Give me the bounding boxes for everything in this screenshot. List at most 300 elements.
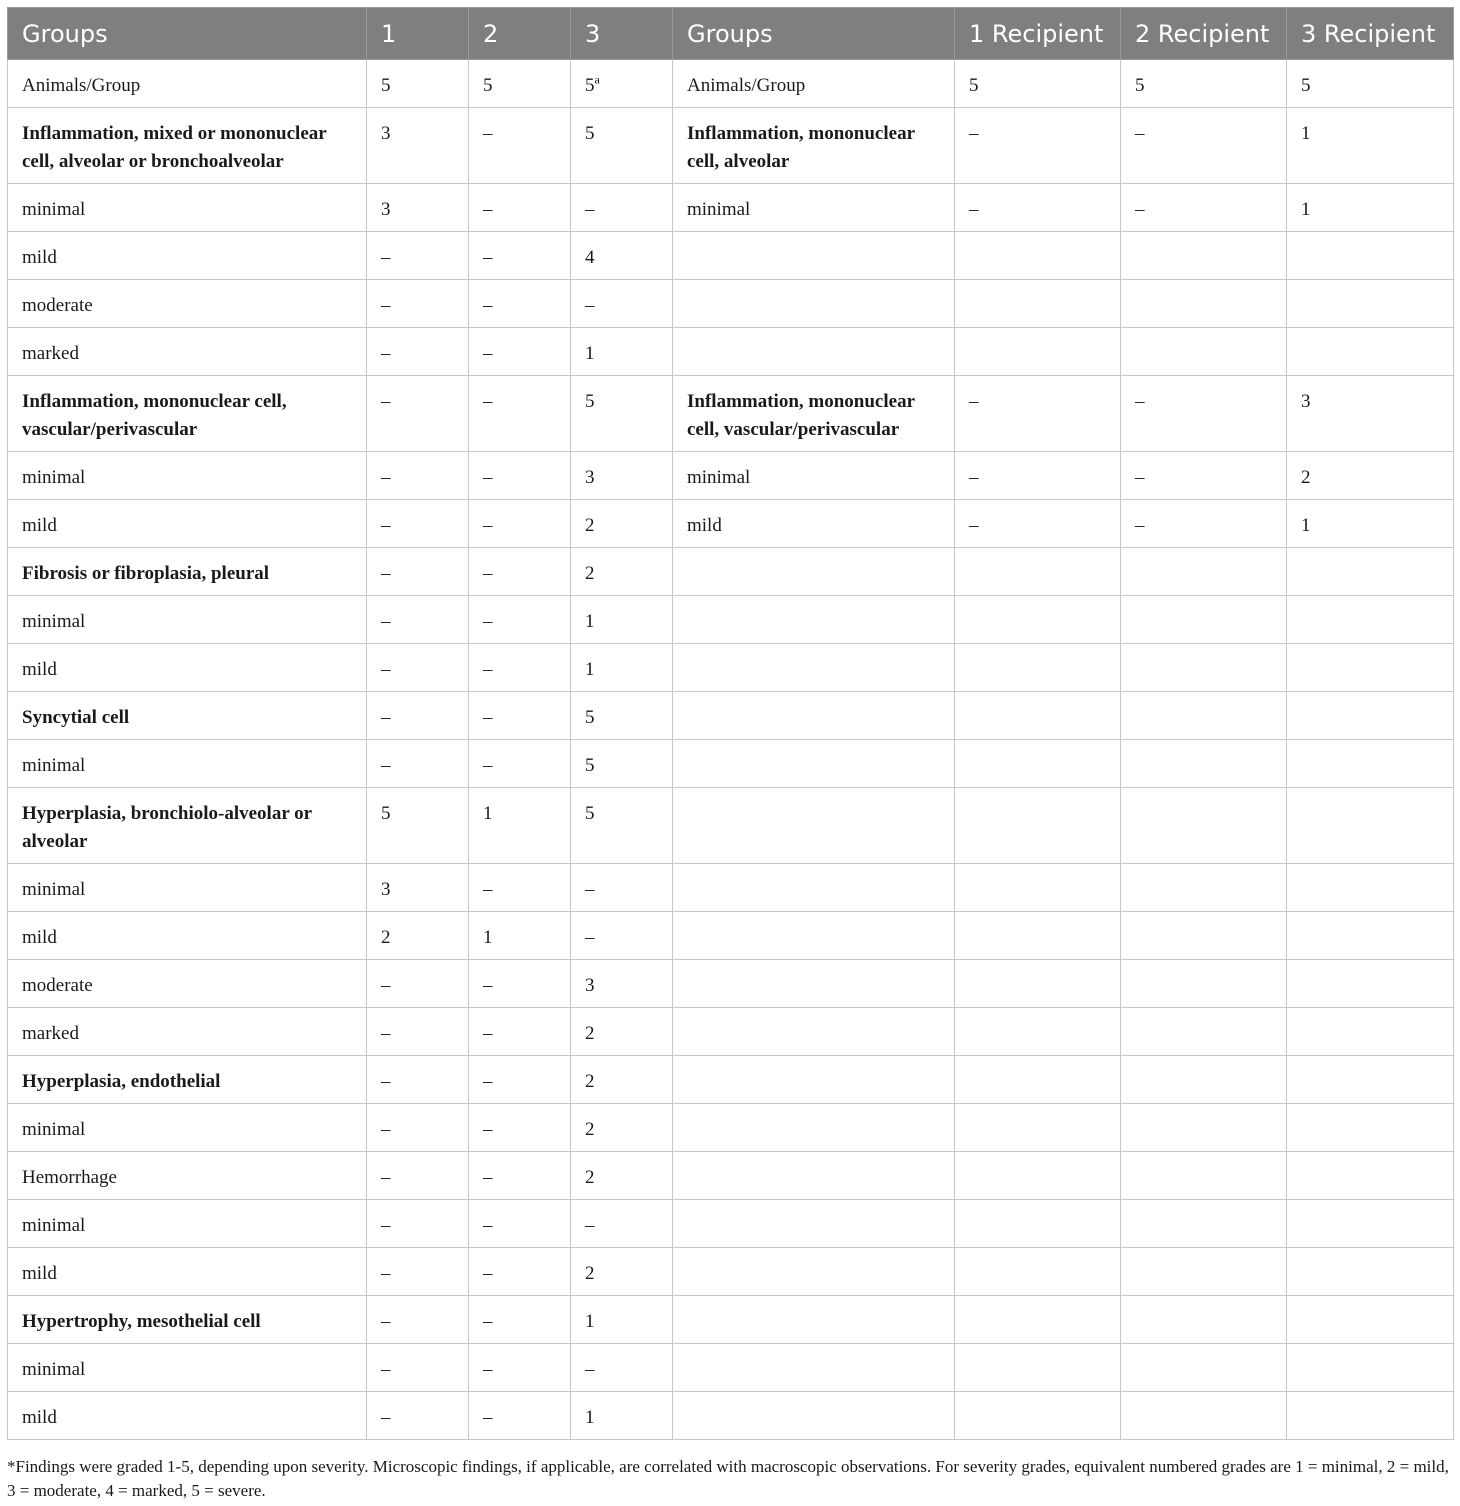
header-1-recipient: 1 Recipient	[955, 8, 1121, 60]
group-1-value	[367, 1296, 469, 1344]
finding-left	[8, 1152, 367, 1200]
recipient-3-value	[1287, 500, 1454, 548]
group-2-value	[469, 1152, 571, 1200]
group-2-value	[469, 328, 571, 376]
finding-left	[8, 1200, 367, 1248]
recipient-2-value	[1121, 1392, 1287, 1440]
group-1-value	[367, 1104, 469, 1152]
recipient-1-value	[955, 60, 1121, 108]
cell-text: Fibrosis or fibroplasia, pleural	[22, 563, 270, 584]
group-1-value	[367, 184, 469, 232]
recipient-3-value	[1287, 596, 1454, 644]
group-3-value	[571, 1200, 673, 1248]
cell-text: –	[969, 123, 979, 144]
recipient-3-value	[1287, 740, 1454, 788]
group-2-value	[469, 1296, 571, 1344]
finding-left	[8, 740, 367, 788]
group-2-value	[469, 1008, 571, 1056]
cell-text: –	[483, 1071, 493, 1092]
cell-text: 1	[483, 927, 493, 948]
cell-text: Animals/Group	[22, 75, 141, 96]
group-3-value	[571, 108, 673, 184]
cell-text: –	[381, 563, 391, 584]
group-1-value	[367, 1200, 469, 1248]
group-2-value	[469, 1248, 571, 1296]
table-row	[8, 1344, 1454, 1392]
table-row	[8, 1248, 1454, 1296]
group-2-value	[469, 108, 571, 184]
finding-right	[673, 1344, 955, 1392]
group-3-value	[571, 912, 673, 960]
cell-text: 5	[969, 75, 979, 96]
group-3-value	[571, 328, 673, 376]
cell-text: –	[483, 123, 493, 144]
table-row	[8, 60, 1454, 108]
cell-text: –	[483, 707, 493, 728]
cell-text: 5	[483, 75, 493, 96]
recipient-3-value	[1287, 692, 1454, 740]
table-row	[8, 1296, 1454, 1344]
recipient-1-value	[955, 1296, 1121, 1344]
group-1-value	[367, 1152, 469, 1200]
cell-text: 1	[585, 343, 595, 364]
cell-text: 1	[585, 611, 595, 632]
recipient-3-value	[1287, 960, 1454, 1008]
recipient-1-value	[955, 864, 1121, 912]
finding-left	[8, 864, 367, 912]
group-2-value	[469, 596, 571, 644]
group-2-value	[469, 452, 571, 500]
cell-text: –	[483, 1215, 493, 1236]
cell-text: –	[585, 927, 595, 948]
cell-text: –	[483, 295, 493, 316]
finding-right	[673, 1104, 955, 1152]
recipient-2-value	[1121, 1248, 1287, 1296]
histopathology-table-container	[7, 7, 1453, 1440]
table-row	[8, 1008, 1454, 1056]
cell-text: 1	[585, 659, 595, 680]
cell-text: –	[969, 515, 979, 536]
header-2-recipient: 2 Recipient	[1121, 8, 1287, 60]
table-row	[8, 1200, 1454, 1248]
finding-right	[673, 1248, 955, 1296]
cell-text: –	[483, 1407, 493, 1428]
cell-text: 3	[381, 199, 391, 220]
group-3-value	[571, 184, 673, 232]
finding-right	[673, 692, 955, 740]
cell-text: minimal	[22, 1215, 86, 1236]
finding-right	[673, 232, 955, 280]
cell-text: –	[483, 879, 493, 900]
recipient-2-value	[1121, 1344, 1287, 1392]
cell-text: Hypertrophy, mesothelial cell	[22, 1311, 261, 1332]
finding-left	[8, 452, 367, 500]
recipient-1-value	[955, 960, 1121, 1008]
recipient-1-value	[955, 280, 1121, 328]
finding-left	[8, 60, 367, 108]
table-row	[8, 692, 1454, 740]
cell-text: –	[1135, 515, 1145, 536]
cell-text: minimal	[22, 611, 86, 632]
group-1-value	[367, 280, 469, 328]
cell-text: 5	[381, 803, 391, 824]
group-3-value	[571, 1344, 673, 1392]
cell-text: –	[381, 391, 391, 412]
finding-right	[673, 1296, 955, 1344]
recipient-2-value	[1121, 1104, 1287, 1152]
cell-text: –	[483, 1023, 493, 1044]
recipient-3-value	[1287, 1248, 1454, 1296]
cell-text: minimal	[22, 879, 86, 900]
table-body	[8, 60, 1454, 1440]
cell-text: –	[381, 659, 391, 680]
group-1-value	[367, 912, 469, 960]
recipient-1-value	[955, 1344, 1121, 1392]
group-2-value	[469, 1056, 571, 1104]
recipient-2-value	[1121, 864, 1287, 912]
group-1-value	[367, 692, 469, 740]
finding-left	[8, 644, 367, 692]
finding-left	[8, 108, 367, 184]
cell-text: 1	[585, 1407, 595, 1428]
cell-text: 3	[585, 467, 595, 488]
recipient-3-value	[1287, 184, 1454, 232]
group-2-value	[469, 864, 571, 912]
cell-text: 5	[585, 75, 595, 96]
header-group-2: 2	[469, 8, 571, 60]
finding-right	[673, 60, 955, 108]
cell-text: moderate	[22, 295, 93, 316]
recipient-1-value	[955, 1104, 1121, 1152]
recipient-1-value	[955, 1248, 1121, 1296]
recipient-3-value	[1287, 1344, 1454, 1392]
recipient-3-value	[1287, 1008, 1454, 1056]
cell-text: 5	[585, 755, 595, 776]
header-3-recipient: 3 Recipient	[1287, 8, 1454, 60]
recipient-1-value	[955, 788, 1121, 864]
cell-text: 1	[483, 803, 493, 824]
group-1-value	[367, 1392, 469, 1440]
cell-text: –	[381, 1215, 391, 1236]
recipient-2-value	[1121, 108, 1287, 184]
recipient-1-value	[955, 232, 1121, 280]
recipient-3-value	[1287, 232, 1454, 280]
recipient-1-value	[955, 328, 1121, 376]
group-3-value	[571, 644, 673, 692]
group-3-value	[571, 60, 673, 108]
cell-text: –	[381, 1359, 391, 1380]
cell-text: moderate	[22, 975, 93, 996]
histopathology-table	[7, 7, 1454, 1440]
group-1-value	[367, 960, 469, 1008]
table-row	[8, 452, 1454, 500]
cell-text: 1	[1301, 199, 1311, 220]
finding-right	[673, 452, 955, 500]
table-row	[8, 596, 1454, 644]
group-1-value	[367, 1344, 469, 1392]
table-row	[8, 500, 1454, 548]
recipient-2-value	[1121, 960, 1287, 1008]
table-row	[8, 184, 1454, 232]
group-1-value	[367, 644, 469, 692]
cell-text: 5	[381, 75, 391, 96]
cell-text: minimal	[22, 1359, 86, 1380]
recipient-3-value	[1287, 1056, 1454, 1104]
recipient-1-value	[955, 1056, 1121, 1104]
cell-text: –	[483, 467, 493, 488]
cell-text: Inflammation, mononuclear cell, alveolar	[687, 123, 915, 172]
recipient-3-value	[1287, 376, 1454, 452]
finding-right	[673, 864, 955, 912]
cell-text: 3	[1301, 391, 1311, 412]
finding-left	[8, 1104, 367, 1152]
recipient-2-value	[1121, 548, 1287, 596]
recipient-3-value	[1287, 788, 1454, 864]
cell-text: 5	[585, 707, 595, 728]
recipient-1-value	[955, 1200, 1121, 1248]
recipient-2-value	[1121, 1152, 1287, 1200]
recipient-1-value	[955, 740, 1121, 788]
cell-text: –	[381, 1023, 391, 1044]
group-2-value	[469, 280, 571, 328]
group-1-value	[367, 596, 469, 644]
cell-text: –	[483, 563, 493, 584]
group-3-value	[571, 596, 673, 644]
group-3-value	[571, 960, 673, 1008]
cell-text: –	[381, 1119, 391, 1140]
recipient-3-value	[1287, 1392, 1454, 1440]
cell-text: Inflammation, mononuclear cell, vascular/perivascular	[22, 391, 287, 440]
group-2-value	[469, 788, 571, 864]
cell-text: 1	[585, 1311, 595, 1332]
cell-text: minimal	[687, 467, 751, 488]
finding-right	[673, 280, 955, 328]
table-row	[8, 376, 1454, 452]
cell-text: 5	[1301, 75, 1311, 96]
table-row	[8, 864, 1454, 912]
group-1-value	[367, 1248, 469, 1296]
recipient-1-value	[955, 548, 1121, 596]
cell-text: –	[585, 1359, 595, 1380]
finding-right	[673, 788, 955, 864]
group-1-value	[367, 232, 469, 280]
recipient-2-value	[1121, 376, 1287, 452]
table-row	[8, 232, 1454, 280]
cell-text: –	[1135, 123, 1145, 144]
cell-text: 2	[585, 1119, 595, 1140]
group-2-value	[469, 692, 571, 740]
group-1-value	[367, 108, 469, 184]
cell-text: –	[483, 1119, 493, 1140]
cell-text: 5	[585, 803, 595, 824]
group-2-value	[469, 1392, 571, 1440]
finding-right	[673, 644, 955, 692]
table-row	[8, 1056, 1454, 1104]
recipient-2-value	[1121, 912, 1287, 960]
cell-text: –	[483, 1263, 493, 1284]
group-2-value	[469, 548, 571, 596]
cell-text: –	[483, 1359, 493, 1380]
recipient-2-value	[1121, 60, 1287, 108]
group-1-value	[367, 1008, 469, 1056]
group-2-value	[469, 912, 571, 960]
group-2-value	[469, 644, 571, 692]
finding-right	[673, 108, 955, 184]
group-3-value	[571, 1248, 673, 1296]
group-3-value	[571, 1104, 673, 1152]
cell-text: Syncytial cell	[22, 707, 130, 728]
cell-text: minimal	[22, 755, 86, 776]
group-2-value	[469, 232, 571, 280]
recipient-1-value	[955, 452, 1121, 500]
recipient-3-value	[1287, 1200, 1454, 1248]
group-1-value	[367, 328, 469, 376]
cell-text: Hemorrhage	[22, 1167, 117, 1188]
cell-text: 1	[1301, 123, 1311, 144]
finding-left	[8, 1296, 367, 1344]
cell-text: 2	[585, 515, 595, 536]
cell-text: 5	[585, 123, 595, 144]
group-3-value	[571, 692, 673, 740]
cell-text: –	[483, 343, 493, 364]
cell-text: mild	[22, 927, 57, 948]
cell-text: mild	[22, 515, 57, 536]
finding-left	[8, 184, 367, 232]
recipient-1-value	[955, 184, 1121, 232]
finding-right	[673, 740, 955, 788]
table-row	[8, 1152, 1454, 1200]
cell-text: 2	[585, 1023, 595, 1044]
group-2-value	[469, 1200, 571, 1248]
group-2-value	[469, 376, 571, 452]
recipient-3-value	[1287, 280, 1454, 328]
cell-text: –	[1135, 391, 1145, 412]
table-row	[8, 788, 1454, 864]
finding-right	[673, 376, 955, 452]
group-2-value	[469, 184, 571, 232]
cell-text: 3	[585, 975, 595, 996]
group-2-value	[469, 1104, 571, 1152]
cell-text: mild	[687, 515, 722, 536]
cell-text: minimal	[22, 199, 86, 220]
finding-right	[673, 960, 955, 1008]
group-3-value	[571, 740, 673, 788]
recipient-1-value	[955, 500, 1121, 548]
table-row	[8, 912, 1454, 960]
finding-left	[8, 1392, 367, 1440]
group-2-value	[469, 60, 571, 108]
finding-left	[8, 596, 367, 644]
cell-text: –	[381, 755, 391, 776]
cell-text: marked	[22, 343, 79, 364]
recipient-2-value	[1121, 1008, 1287, 1056]
cell-text: mild	[22, 1263, 57, 1284]
table-row	[8, 644, 1454, 692]
finding-left	[8, 692, 367, 740]
table-row	[8, 108, 1454, 184]
cell-text: –	[483, 515, 493, 536]
recipient-2-value	[1121, 328, 1287, 376]
group-3-value	[571, 500, 673, 548]
recipient-2-value	[1121, 596, 1287, 644]
finding-right	[673, 1200, 955, 1248]
cell-text: –	[381, 1263, 391, 1284]
group-3-value	[571, 1392, 673, 1440]
finding-right	[673, 500, 955, 548]
group-3-value	[571, 788, 673, 864]
cell-text: –	[381, 1407, 391, 1428]
recipient-2-value	[1121, 644, 1287, 692]
cell-text: minimal	[687, 199, 751, 220]
finding-left	[8, 1248, 367, 1296]
recipient-1-value	[955, 1152, 1121, 1200]
cell-text: 2	[585, 1263, 595, 1284]
cell-text: –	[969, 199, 979, 220]
finding-right	[673, 548, 955, 596]
cell-text: minimal	[22, 1119, 86, 1140]
cell-text: Inflammation, mixed or mononuclear cell, alveolar or bronchoalveolar	[22, 123, 327, 172]
recipient-1-value	[955, 108, 1121, 184]
cell-text: 2	[585, 563, 595, 584]
cell-text: –	[585, 295, 595, 316]
group-3-value	[571, 548, 673, 596]
header-groups-left: Groups	[8, 8, 367, 60]
group-3-value	[571, 1008, 673, 1056]
finding-left	[8, 232, 367, 280]
group-1-value	[367, 376, 469, 452]
cell-text: mild	[22, 247, 57, 268]
group-2-value	[469, 740, 571, 788]
finding-right	[673, 912, 955, 960]
group-2-value	[469, 960, 571, 1008]
group-3-value	[571, 376, 673, 452]
group-1-value	[367, 60, 469, 108]
finding-left	[8, 960, 367, 1008]
group-1-value	[367, 1056, 469, 1104]
cell-text: Inflammation, mononuclear cell, vascular/perivascular	[687, 391, 915, 440]
header-groups-right: Groups	[673, 8, 955, 60]
recipient-3-value	[1287, 548, 1454, 596]
header-row	[8, 8, 1454, 60]
recipient-3-value	[1287, 644, 1454, 692]
recipient-2-value	[1121, 280, 1287, 328]
table-row	[8, 328, 1454, 376]
header-group-3: 3	[571, 8, 673, 60]
recipient-2-value	[1121, 500, 1287, 548]
finding-left	[8, 500, 367, 548]
cell-text: –	[483, 975, 493, 996]
group-1-value	[367, 788, 469, 864]
cell-text: –	[381, 611, 391, 632]
recipient-3-value	[1287, 864, 1454, 912]
recipient-3-value	[1287, 1104, 1454, 1152]
cell-text: –	[381, 467, 391, 488]
group-1-value	[367, 864, 469, 912]
cell-text: –	[381, 343, 391, 364]
recipient-2-value	[1121, 692, 1287, 740]
finding-left	[8, 376, 367, 452]
finding-left	[8, 548, 367, 596]
finding-right	[673, 1056, 955, 1104]
recipient-1-value	[955, 912, 1121, 960]
cell-text: –	[1135, 467, 1145, 488]
cell-text: –	[1135, 199, 1145, 220]
group-1-value	[367, 740, 469, 788]
cell-text: 2	[381, 927, 391, 948]
cell-text: –	[381, 707, 391, 728]
cell-text: marked	[22, 1023, 79, 1044]
finding-left	[8, 912, 367, 960]
